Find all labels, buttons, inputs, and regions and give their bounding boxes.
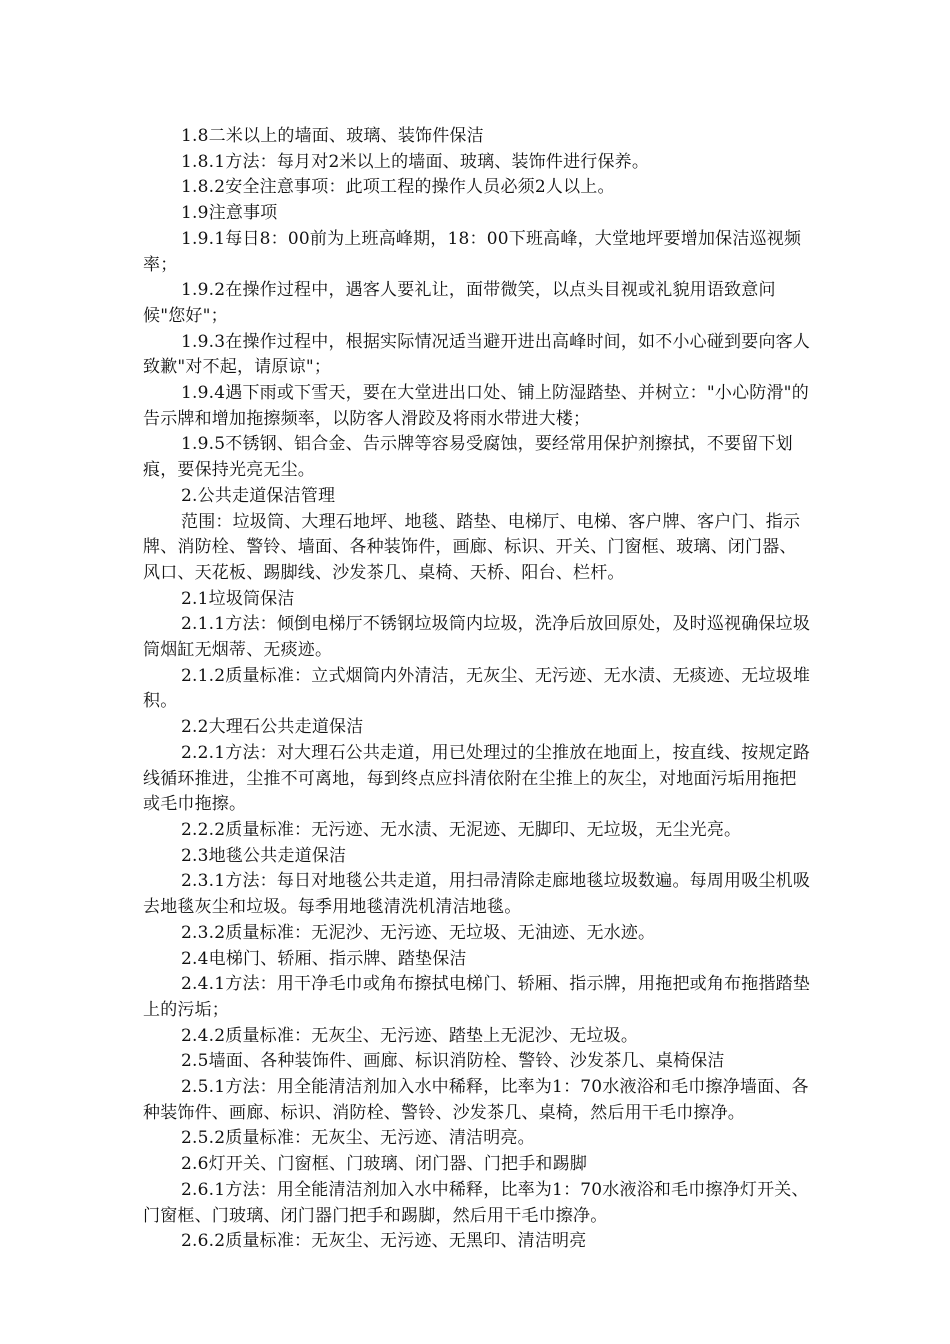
heading-2-3: 2.3地毯公共走道保洁: [181, 845, 347, 866]
heading-1-8: 1.8二米以上的墙面、玻璃、装饰件保洁: [181, 126, 484, 146]
paragraph-2-1-2: 2.1.2质量标准：立式烟筒内外清洁，无灰尘、无污迹、无水渍、无痰迹、无垃圾堆积。: [143, 665, 811, 712]
paragraph-2-4-1: 2.4.1方法：用干净毛巾或角布擦拭电梯门、轿厢、指示牌，用拖把或角布拖揩踏垫上的污垢；: [143, 974, 811, 1020]
paragraph-1-9-1: 1.9.1每日8：00前为上班高峰期，18：00下班高峰，大堂地坪要增加保洁巡视频率；: [143, 228, 802, 275]
heading-2-6: 2.6灯开关、门窗框、门玻璃、闭门器、门把手和踢脚: [181, 1154, 588, 1175]
paragraph-2-1-1: 2.1.1方法：倾倒电梯厅不锈钢垃圾筒内垃圾，洗净后放回原处，及时巡视确保垃圾筒烟缸无烟蒂、无痰迹。: [143, 614, 811, 661]
paragraph-2-3-1: 2.3.1方法：每日对地毯公共走道，用扫帚清除走廊地毯垃圾数遍。每周用吸尘机吸去地毯灰尘和垃圾。每季用地毯清洗机清洁地毯。: [143, 871, 811, 918]
heading-2-1: 2.1垃圾筒保洁: [181, 588, 295, 609]
paragraph-1-9-5: 1.9.5不锈钢、铝合金、告示牌等容易受腐蚀，要经常用保护剂擦拭，不要留下划痕，要保持光亮无尘。: [143, 434, 793, 481]
paragraph-scope: 范围：垃圾筒、大理石地坪、地毯、踏垫、电梯厅、电梯、客户牌、客户门、指示牌、消防栓、警铃、墙面、各种装饰件，画廊、标识、开关、门窗框、玻璃、闭门器、风口、天花板、踢脚线、沙发茶几、桌椅、天桥、阳台、栏杆。: [143, 511, 801, 583]
document-body: [143, 124, 813, 1255]
heading-2-4: 2.4电梯门、轿厢、指示牌、踏垫保洁: [181, 948, 467, 969]
paragraph-2-2-1: 2.2.1方法：对大理石公共走道，用已处理过的尘推放在地面上，按直线、按规定路线循环推进，尘推不可离地，每到终点应抖清依附在尘推上的灰尘，对地面污垢用拖把或毛巾拖擦。: [143, 742, 811, 815]
heading-2: 2.公共走道保洁管理: [181, 485, 336, 506]
paragraph-2-6-2: 2.6.2质量标准：无灰尘、无污迹、无黑印、清洁明亮: [181, 1231, 587, 1252]
paragraph-1-8-2: 1.8.2安全注意事项：此项工程的操作人员必须2人以上。: [181, 177, 615, 198]
heading-1-9: 1.9注意事项: [181, 203, 278, 224]
paragraph-2-2-2: 2.2.2质量标准：无污迹、无水渍、无泥迹、无脚印、无垃圾，无尘光亮。: [181, 819, 742, 840]
paragraph-2-4-2: 2.4.2质量标准：无灰尘、无污迹、踏垫上无泥沙、无垃圾。: [181, 1025, 639, 1046]
paragraph-2-3-2: 2.3.2质量标准：无泥沙、无污迹、无垃圾、无油迹、无水迹。: [181, 922, 656, 943]
paragraph-1-9-3: 1.9.3在操作过程中，根据实际情况适当避开进出高峰时间，如不小心碰到要向客人致歉"对不起，请原谅"；: [143, 331, 811, 378]
paragraph-2-5-1: 2.5.1方法：用全能清洁剂加入水中稀释，比率为1：70水液浴和毛巾擦净墙面、各种装饰件、画廊、标识、消防栓、警铃、沙发茶几、桌椅，然后用干毛巾擦净。: [143, 1077, 809, 1123]
heading-2-5: 2.5墙面、各种装饰件、画廊、标识消防栓、警铃、沙发茶几、桌椅保洁: [181, 1051, 725, 1072]
paragraph-2-6-1: 2.6.1方法：用全能清洁剂加入水中稀释，比率为1：70水液浴和毛巾擦净灯开关、门窗框、门玻璃、闭门器门把手和踢脚，然后用干毛巾擦净。: [143, 1179, 809, 1226]
paragraph-1-8-1: 1.8.1方法：每月对2米以上的墙面、玻璃、装饰件进行保养。: [181, 151, 650, 172]
heading-2-2: 2.2大理石公共走道保洁: [181, 717, 364, 738]
paragraph-2-5-2: 2.5.2质量标准：无灰尘、无污迹、清洁明亮。: [181, 1128, 535, 1149]
paragraph-1-9-2: 1.9.2在操作过程中，遇客人要礼让，面带微笑，以点头目视或礼貌用语致意问候"您好"；: [143, 280, 776, 326]
paragraph-1-9-4: 1.9.4遇下雨或下雪天，要在大堂进出口处、铺上防湿踏垫、并树立："小心防滑"的告示牌和增加拖擦频率，以防客人滑跤及将雨水带进大楼；: [143, 383, 809, 429]
